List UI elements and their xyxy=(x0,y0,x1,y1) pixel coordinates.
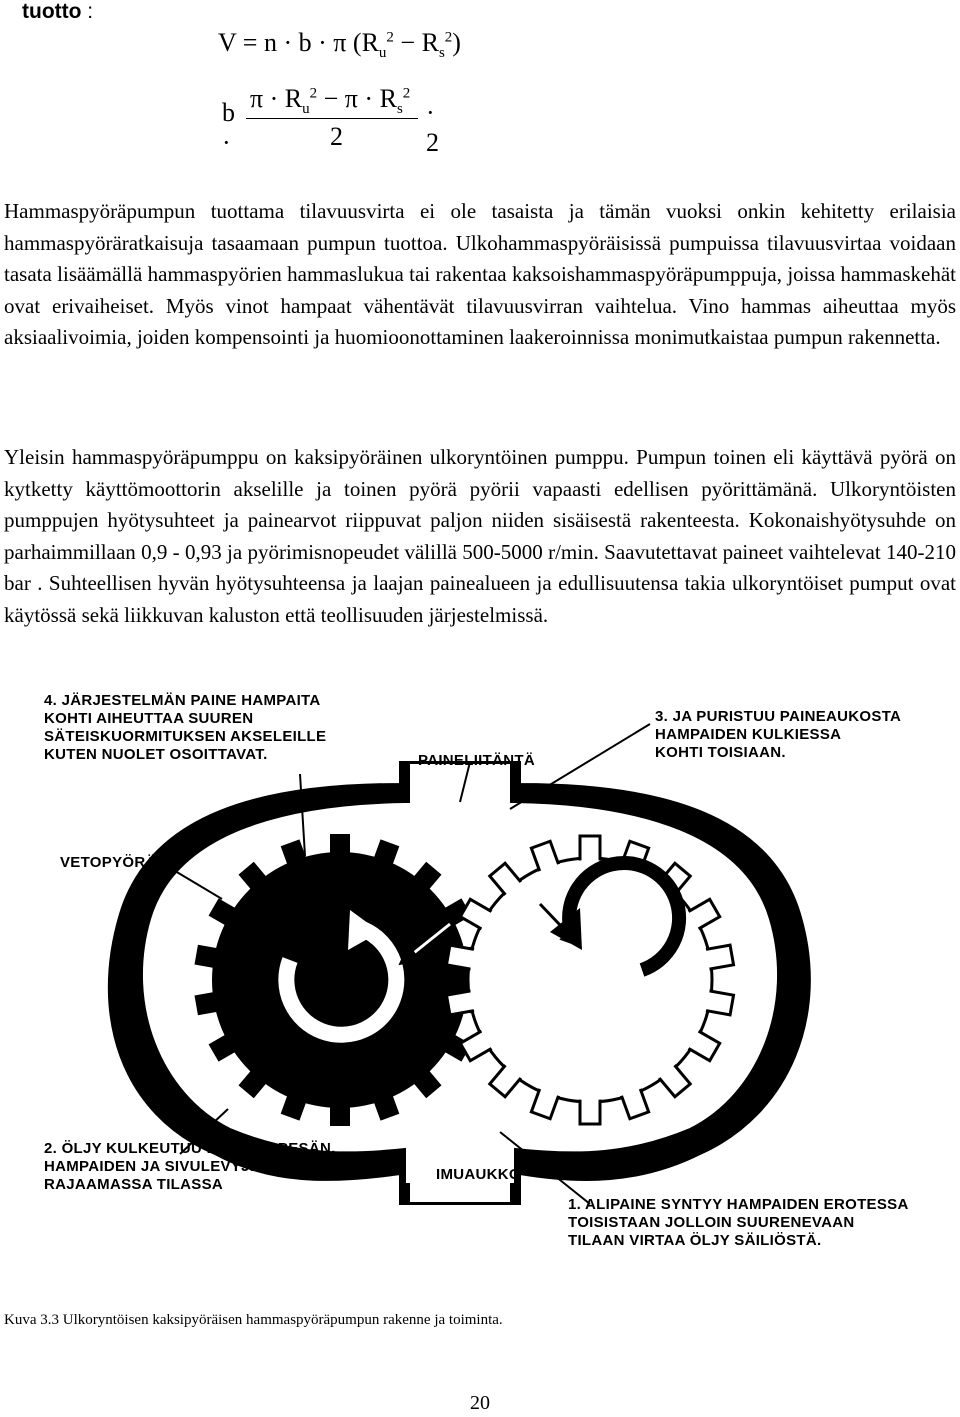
formula-sup: 2 xyxy=(386,29,394,46)
fraction-line xyxy=(246,118,418,119)
gear-pump-figure xyxy=(0,684,960,1284)
paragraph-external-gear-pump: Yleisin hammaspyöräpumppu on kaksipyöräinen ulkoryntöinen pumppu. Pumpun toinen eli käyttävä pyörä on kytketty käyttömoottorin akselille ja toinen pyörä pyörii vapaasti edellisen pyörittämänä. Ulkoryntöisten pumppujen hyötysuhteet ja painearvot riippuvat paljon niiden sisäisestä rakenteesta. Kokonaishyötysuhde on parhaimmillaan 0,9 - 0,93 ja pyörimisnopeudet välillä 500-5000 r/min. Saavutettavat paineet vaihtelevat 140-210 bar . Suhteellisen hyvän hyötysuhteensa ja laajan painealueen ja edullisuutensa takia ulkoryntöiset pumput ovat käytössä sekä liikkuvan kaluston että teollisuuden järjestelmissä. xyxy=(4,445,956,627)
label-step-2: 2. ÖLJY KULKEUTUU PUMPUN PESÄN, HAMPAIDEN JA SIVULEVYJEN RAJAAMASSA TILASSA xyxy=(44,1140,336,1193)
formula-line-1 xyxy=(218,28,461,62)
formula-denominator: 2 xyxy=(330,122,343,151)
formula-text: V = n · b · π (R xyxy=(218,28,379,57)
heading-text: tuotto xyxy=(22,0,82,23)
formula-numerator xyxy=(250,84,410,118)
formula-b: b · xyxy=(222,98,235,157)
formula-multiplier: · 2 xyxy=(426,98,439,157)
paragraph-flow-variation: Hammaspyöräpumpun tuottama tilavuusvirta ei ole tasaista ja tämän vuoksi onkin kehitetty erilaisia hammaspyöräratkaisuja tasaamaan pumpun tuottoa. Ulkohammaspyöräisissä pumpuissa tilavuusvirtaa voidaan tasata lisäämällä hammaspyörien hammaslukua tai rakentaa kaksoishammaspyöräpumppuja, joissa hammaskehät ovat erivaiheiset. Myös vinot hampaat vähentävät tilavuusvirran vaihtelua. Vino hammas aiheuttaa myös aksiaalivoimia, joiden kompensointi ja huomioonottaminen laakeroinnissa monimutkaistaa pumpun rakennetta. xyxy=(4,199,956,349)
label-drive-gear: VETOPYÖRÄ xyxy=(60,854,157,871)
formula-sub: u xyxy=(302,101,310,118)
heading-colon: : xyxy=(81,0,94,23)
label-step-4: 4. JÄRJESTELMÄN PAINE HAMPAITA KOHTI AIHEUTTAA SUUREN SÄTEISKUORMITUKSEN AKSELEILLE KUTEN NUOLET OSOITTAVAT. xyxy=(44,692,327,763)
label-step-3: 3. JA PURISTUU PAINEAUKOSTA HAMPAIDEN KULKIESSA KOHTI TOISIAAN. xyxy=(655,708,902,761)
label-step-1: 1. ALIPAINE SYNTYY HAMPAIDEN EROTESSA TOISISTAAN JOLLOIN SUURENEVAAN TILAAN VIRTAA ÖLJY SÄILIÖSTÄ. xyxy=(568,1196,909,1249)
formula-text: ) xyxy=(452,28,461,57)
section-heading xyxy=(22,0,93,24)
gear-pump-diagram xyxy=(0,684,960,1284)
formula-sub: s xyxy=(438,45,445,62)
formula-text: π · R xyxy=(250,84,303,113)
label-suction-port: IMUAUKKO xyxy=(436,1166,521,1183)
outlet-port xyxy=(410,764,510,809)
formula-sub: u xyxy=(378,45,387,62)
formula-text: − R xyxy=(393,28,439,57)
formula-sup: 2 xyxy=(402,85,411,102)
formula-text: − π · R xyxy=(317,84,397,113)
formula-sub: s xyxy=(396,101,403,118)
label-pressure-port: PAINELIITÄNTÄ xyxy=(418,752,535,769)
figure-caption: Kuva 3.3 Ulkoryntöisen kaksipyöräisen hammaspyöräpumpun rakenne ja toiminta. xyxy=(4,1312,503,1328)
page-number: 20 xyxy=(470,1392,490,1414)
formula-sup: 2 xyxy=(444,29,453,46)
formula-sup: 2 xyxy=(309,85,318,102)
